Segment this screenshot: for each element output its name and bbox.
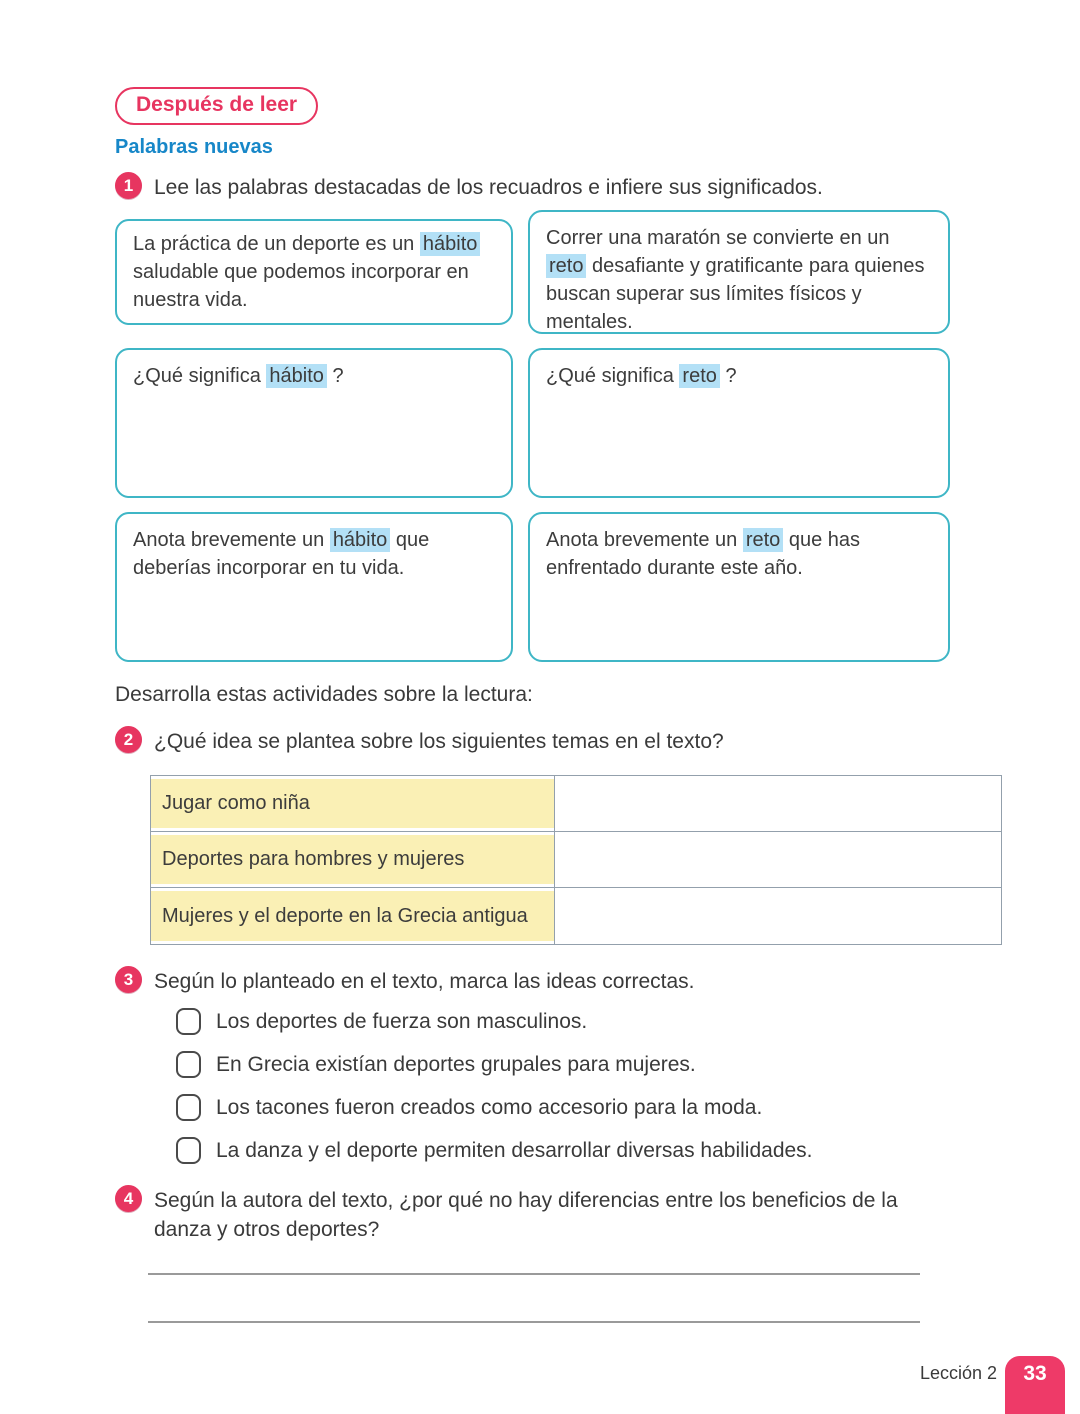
activity-2	[115, 725, 815, 756]
checkbox-label: En Grecia existían deportes grupales para mujeres.	[216, 1052, 696, 1076]
table-row	[151, 776, 1001, 832]
note-answer-box-reto[interactable]	[528, 512, 950, 662]
note-answer-box-habito[interactable]	[115, 512, 513, 662]
answer-line[interactable]	[148, 1273, 920, 1275]
checkbox-label: Los tacones fueron creados como accesorio para la moda.	[216, 1095, 763, 1119]
meaning-question: ¿Qué significa reto ?	[546, 365, 737, 387]
activity-1-number-badge: 1	[115, 172, 142, 199]
highlight-word-habito: hábito	[330, 528, 391, 552]
meaning-answer-box-habito[interactable]	[115, 348, 513, 498]
checkbox[interactable]	[176, 1008, 201, 1035]
highlight-word-habito: hábito	[266, 364, 327, 388]
vocab-example-box-habito	[115, 219, 513, 325]
topic-cell: Mujeres y el deporte en la Grecia antigua	[151, 891, 554, 941]
develop-activities-intro: Desarrolla estas actividades sobre la lectura:	[115, 683, 533, 706]
topic-answer-cell[interactable]	[554, 776, 1001, 831]
topic-cell: Jugar como niña	[151, 779, 554, 828]
activity-2-prompt: ¿Qué idea se plantea sobre los siguientes temas en el texto?	[154, 730, 724, 753]
note-prompt: Anota brevemente un hábito que deberías incorporar en tu vida.	[133, 529, 430, 579]
table-row	[151, 832, 1001, 888]
highlight-word-reto: reto	[546, 254, 586, 278]
activity-2-number-badge: 2	[115, 726, 142, 753]
checkbox[interactable]	[176, 1094, 201, 1121]
meaning-answer-box-reto[interactable]	[528, 348, 950, 498]
activity-1	[115, 171, 823, 202]
checkbox-label: Los deportes de fuerza son masculinos.	[216, 1009, 588, 1033]
highlight-word-reto: reto	[679, 364, 719, 388]
checklist-item	[176, 1008, 813, 1035]
vocab-example-text: La práctica de un deporte es un hábito saludable que podemos incorporar en nuestra vida.	[133, 230, 495, 314]
activity-4-prompt: Según la autora del texto, ¿por qué no hay diferencias entre los beneficios de la danza y otros deportes?	[154, 1189, 898, 1241]
topic-answer-cell[interactable]	[554, 888, 1001, 944]
highlight-word-reto: reto	[743, 528, 783, 552]
ideas-checklist	[176, 1008, 813, 1180]
activity-3	[115, 965, 865, 996]
vocab-example-box-reto	[528, 210, 950, 334]
activity-4-number-badge: 4	[115, 1185, 142, 1212]
activity-3-number-badge: 3	[115, 966, 142, 993]
highlight-word-habito: hábito	[420, 232, 481, 256]
activity-3-prompt: Según lo planteado en el texto, marca las ideas correctas.	[154, 970, 695, 993]
checklist-item	[176, 1094, 813, 1121]
lesson-label: Lección 2	[920, 1363, 998, 1383]
checkbox[interactable]	[176, 1051, 201, 1078]
table-row	[151, 888, 1001, 944]
checkbox[interactable]	[176, 1137, 201, 1164]
section-title: Palabras nuevas	[115, 136, 273, 158]
activity-4	[115, 1184, 927, 1244]
page-number-tab: 33	[1005, 1356, 1065, 1414]
meaning-question: ¿Qué significa hábito ?	[133, 365, 344, 387]
topics-table	[150, 775, 1002, 945]
note-prompt: Anota brevemente un reto que has enfrentado durante este año.	[546, 529, 861, 579]
vocab-example-text: Correr una maratón se convierte en un reto desafiante y gratificante para quienes buscan superar sus límites físicos y mentales.	[546, 227, 925, 333]
checkbox-label: La danza y el deporte permiten desarrollar diversas habilidades.	[216, 1138, 813, 1162]
checklist-item	[176, 1137, 813, 1164]
topic-answer-cell[interactable]	[554, 832, 1001, 887]
vocab-box-grid	[115, 210, 950, 662]
topic-cell: Deportes para hombres y mujeres	[151, 835, 554, 884]
checklist-item	[176, 1051, 813, 1078]
activity-1-prompt: Lee las palabras destacadas de los recuadros e infiere sus significados.	[154, 176, 823, 199]
after-reading-pill: Después de leer	[115, 87, 318, 125]
answer-line[interactable]	[148, 1321, 920, 1323]
